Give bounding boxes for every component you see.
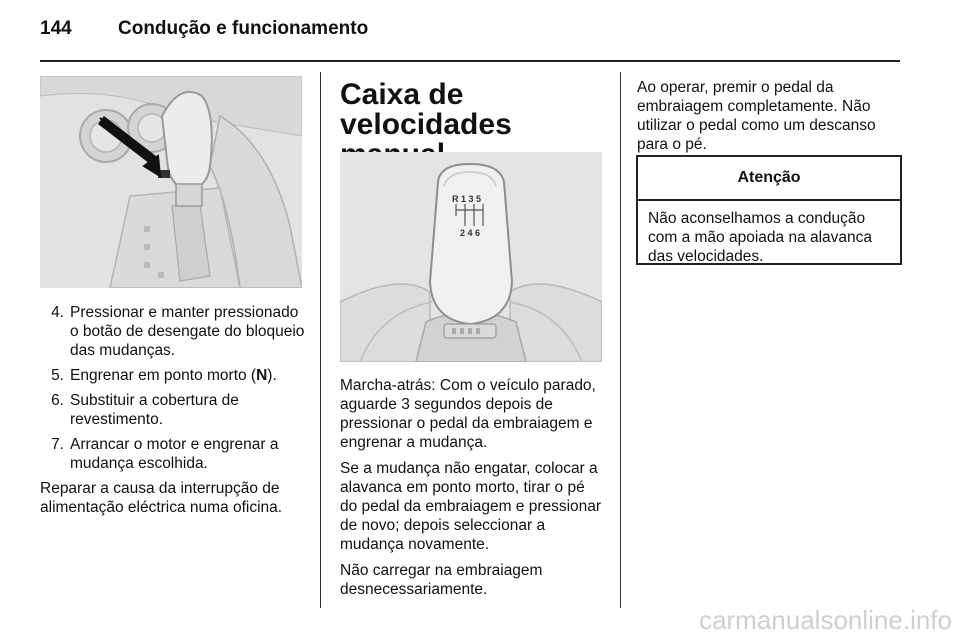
shift-pattern-top: R 1 3 5: [452, 194, 482, 204]
gear-engage-paragraph: Se a mudança não engatar, colocar a alavanca em ponto morto, tirar o pé do pedal da embraiagem e pressionar de novo; depois seleccionar a mudança novamente.: [340, 460, 602, 553]
steps-list: [40, 303, 306, 473]
console-illustration: [40, 76, 302, 288]
reverse-gear-paragraph: Marcha-atrás: Com o veículo parado, aguarde 3 segundos depois de pressionar o pedal da embraiagem e engrenar a mudança.: [340, 377, 596, 451]
list-item: 4. Pressionar e manter pressionado o botão de desengate do bloqueio das mudanças.: [51, 304, 305, 359]
watermark: carmanualsonline.info: [699, 605, 952, 635]
right-column-intro: [637, 78, 901, 161]
gear-release-drawing: [40, 76, 302, 288]
neutral-symbol: N: [256, 367, 268, 384]
intro-paragraph: Ao operar, premir o pedal da embraiagem completamente. Não utilizar o pedal como um descanso para o pé.: [637, 79, 876, 153]
section-heading: Caixa de velocidades: [340, 78, 512, 141]
list-item: 5. Engrenar em ponto morto (N).: [51, 367, 277, 384]
header-rule: [40, 60, 900, 62]
closing-paragraph: Reparar a causa da interrupção de alimentação eléctrica numa oficina.: [40, 480, 283, 516]
middle-column-text: [340, 376, 606, 606]
page-number: 144: [40, 18, 72, 39]
list-item: 6. Substituir a cobertura de revestimento.: [51, 392, 239, 428]
gear-knob-drawing: [340, 152, 602, 362]
clutch-paragraph: Não carregar na embraiagem desnecessariamente.: [340, 562, 543, 598]
section-title: Condução e funcionamento: [118, 18, 369, 39]
notice-box: [636, 155, 902, 265]
column-divider-right: [620, 72, 621, 608]
left-column-text: [40, 303, 306, 524]
gear-knob-illustration: [340, 152, 602, 362]
list-item: 7. Arrancar o motor e engrenar a mudança escolhida.: [51, 436, 279, 472]
column-divider-left: [320, 72, 321, 608]
shift-pattern-bottom: 2 4 6: [460, 228, 481, 238]
notice-body: Não aconselhamos a condução com a mão apoiada na alavanca das velocidades.: [648, 210, 873, 265]
notice-title: Atenção: [638, 157, 900, 201]
